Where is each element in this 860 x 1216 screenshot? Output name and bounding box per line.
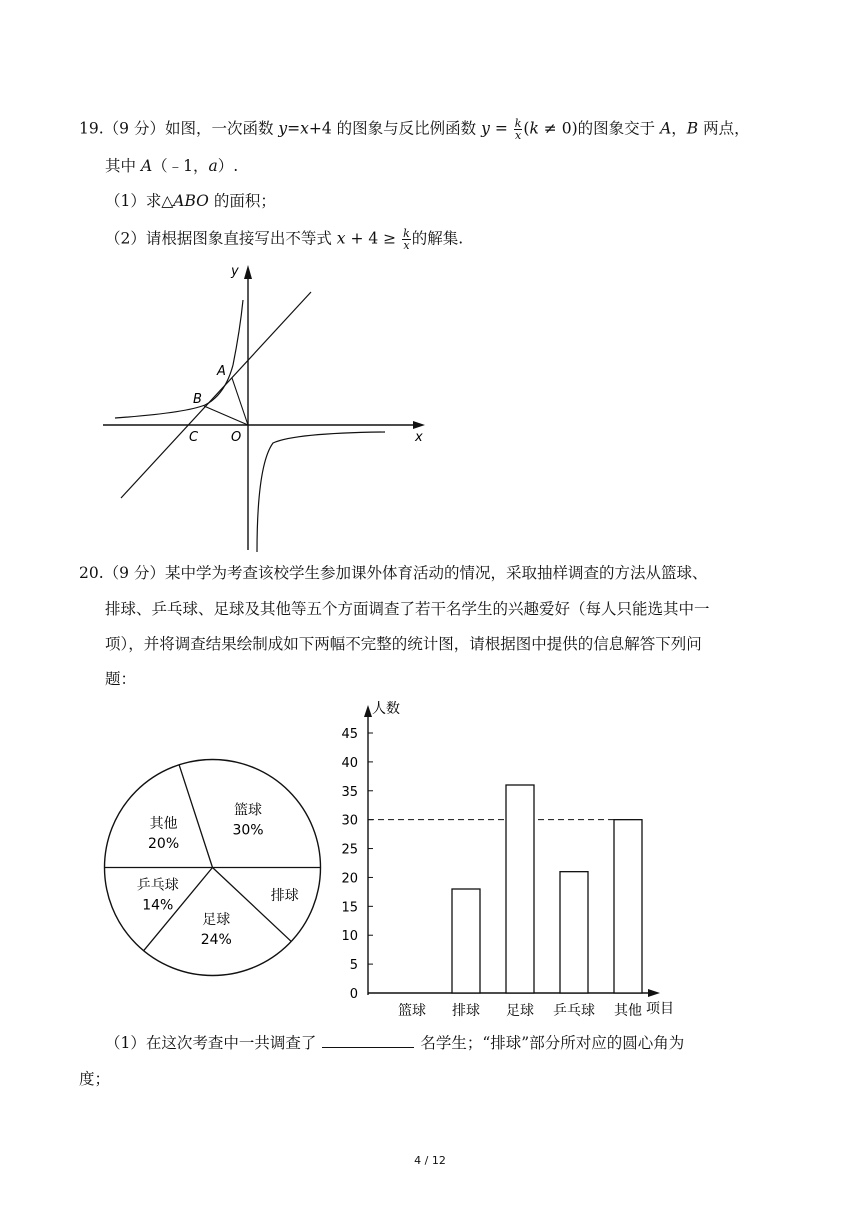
bar-y-tick-label: 10 <box>341 929 358 945</box>
q19-var: y <box>278 119 288 138</box>
origin-O-label: O <box>231 430 242 445</box>
q19-text: 的面积； <box>208 192 276 210</box>
q19-var: ABO <box>173 192 209 210</box>
bar-y-tick-label: 45 <box>341 727 358 742</box>
answer-blank[interactable] <box>322 1033 414 1048</box>
q19-text: ， <box>671 119 687 138</box>
bar-y-tick-label: 20 <box>341 871 358 887</box>
q20-line2: 排球、乒乓球、足球及其他等五个方面调查了若干名学生的兴趣爱好（每人只能选其中一 <box>105 600 710 618</box>
q20-text: （1）在这次考查中一共调查了 <box>105 1034 317 1052</box>
q19-text: +4 的图象与反比例函数 <box>308 119 482 138</box>
q20-text: 名学生；“排球”部分所对应的圆心角为 <box>420 1034 685 1052</box>
bar <box>452 889 480 993</box>
q19-var: x <box>300 119 309 138</box>
q19-text: = <box>489 119 513 138</box>
bar-chart <box>330 695 690 1025</box>
bar <box>506 785 534 993</box>
bar-y-tick-label: 25 <box>341 842 358 858</box>
pie-slice-label: 篮球 <box>234 802 263 819</box>
bar-y-tick-label: 35 <box>341 784 358 800</box>
y-axis-label: y <box>231 264 239 279</box>
bar-category-label: 排球 <box>452 1003 480 1019</box>
bar-y-tick-label: 40 <box>341 755 358 771</box>
q19-number: 19. <box>79 119 104 138</box>
fraction-numerator: k <box>514 117 522 130</box>
q19-text: ）. <box>217 157 239 175</box>
pie-slice-percent: 30% <box>232 822 264 839</box>
q19-var: A <box>660 119 672 138</box>
q20-line4: 题： <box>105 670 137 688</box>
q19-var: A <box>140 157 153 175</box>
bar-category-label: 乒乓球 <box>553 1003 595 1019</box>
q20-sub1-line1 <box>105 1033 684 1053</box>
pie-slice-percent: 24% <box>200 931 232 948</box>
q19-text: （1）求△ <box>105 192 174 210</box>
segment-OA <box>232 378 248 425</box>
y-axis-arrow <box>244 265 252 279</box>
q19-text: = <box>287 119 301 138</box>
function-graph <box>95 255 440 555</box>
q19-line1 <box>79 118 750 141</box>
x-axis-arrow <box>413 421 425 429</box>
pie-slice-label: 乒乓球 <box>136 877 179 894</box>
q19-text: + 4 ≥ <box>345 229 402 248</box>
q19-text: ( <box>523 119 530 138</box>
q19-text: （2）请根据图象直接写出不等式 <box>105 229 337 248</box>
q19-text: 的解集. <box>411 229 464 248</box>
bar-category-label: 足球 <box>506 1003 534 1019</box>
pie-slice-label: 足球 <box>202 911 231 928</box>
pie-slice-label: 排球 <box>270 888 299 905</box>
point-A-label: A <box>217 364 226 379</box>
bar-x-axis-label: 项目 <box>646 1001 674 1017</box>
q20-sub1-line2: 度； <box>79 1070 111 1088</box>
bar <box>614 820 642 993</box>
fraction-denominator: x <box>514 129 522 142</box>
q20-line1: 20.（9 分）某中学为考查该校学生参加课外体育活动的情况，采取抽样调查的方法从篮球、 <box>79 564 708 582</box>
bar-category-label: 篮球 <box>398 1003 426 1019</box>
point-B-label: B <box>193 392 202 407</box>
q19-var: k <box>529 119 539 138</box>
pie-slice-label: 其他 <box>149 815 178 832</box>
pie-slice-percent: 14% <box>142 897 174 914</box>
point-C-label: C <box>189 430 199 445</box>
q19-text: 两点， <box>698 119 750 138</box>
fraction-k-over-x <box>402 228 411 251</box>
fraction-numerator: k <box>403 227 410 240</box>
bar-y-axis-arrow <box>364 705 372 717</box>
q20-line3: 项），并将调查结果绘制成如下两幅不完整的统计图，请根据图中提供的信息解答下列问 <box>105 635 702 653</box>
pie-slice-percent: 20% <box>148 835 180 852</box>
bar-y-tick-label: 5 <box>349 958 358 974</box>
bar-y-tick-label: 30 <box>341 813 358 829</box>
bar-y-tick-label: 15 <box>341 900 358 916</box>
fraction-denominator: x <box>403 239 410 252</box>
bar <box>560 872 588 993</box>
x-axis-label: x <box>415 430 423 445</box>
fraction-k-over-x <box>514 118 523 141</box>
segment-OB <box>204 406 248 425</box>
q19-text: （﹣1， <box>152 157 209 175</box>
q19-text: 其中 <box>105 157 141 175</box>
bar-x-axis-arrow <box>648 989 660 997</box>
page-number: 4 / 12 <box>414 1154 446 1167</box>
hyperbola-branch-upper <box>115 300 243 418</box>
q19-text: ≠ 0)的图象交于 <box>538 119 661 138</box>
bar-y-axis-label: 人数 <box>372 701 400 717</box>
q19-var: B <box>686 119 699 138</box>
bar-y-tick-label: 0 <box>349 987 358 1002</box>
pie-chart <box>100 755 325 980</box>
bar-category-label: 其他 <box>614 1003 642 1019</box>
q19-var: x <box>336 229 346 248</box>
q19-sub1 <box>105 191 276 211</box>
q19-score: （9 分） <box>103 119 165 138</box>
q19-sub2 <box>105 228 463 251</box>
q19-line2 <box>105 156 238 176</box>
hyperbola-branch-lower <box>257 432 385 552</box>
q19-var: a <box>208 157 218 175</box>
linear-function-line <box>121 292 311 498</box>
q19-text: 如图，一次函数 <box>164 119 279 138</box>
q19-var: y <box>481 119 490 138</box>
